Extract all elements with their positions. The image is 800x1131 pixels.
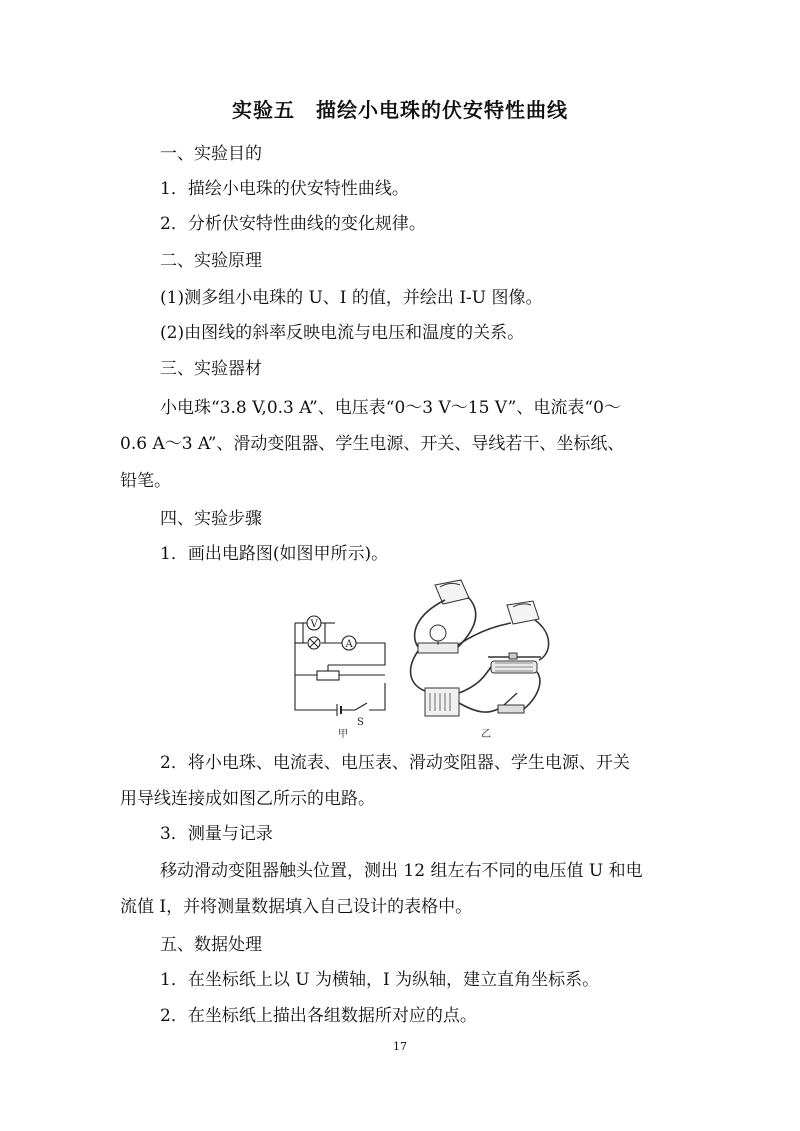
principle-item-2: (2)由图线的斜率反映电流与电压和温度的关系。 xyxy=(160,323,525,343)
ammeter-label: A xyxy=(345,639,353,650)
purpose-item-1: 1．描绘小电珠的伏安特性曲线。 xyxy=(160,179,409,199)
equipment-line-2: 0.6 A～3 A”、滑动变阻器、学生电源、开关、导线若干、坐标纸、 xyxy=(120,434,625,454)
step-3-line-2: 流值 I，并将测量数据填入自己设计的表格中。 xyxy=(120,897,473,917)
equipment-line-1: 小电珠“3.8 V,0.3 A”、电压表“0～3 V～15 V”、电流表“0～ xyxy=(160,398,621,418)
step-3-heading: 3．测量与记录 xyxy=(160,824,273,844)
data-item-1: 1．在坐标纸上以 U 为横轴，I 为纵轴，建立直角坐标系。 xyxy=(160,970,600,990)
purpose-item-2: 2．分析伏安特性曲线的变化规律。 xyxy=(160,214,426,234)
data-item-2: 2．在坐标纸上描出各组数据所对应的点。 xyxy=(160,1006,477,1026)
section-heading-principle: 二、实验原理 xyxy=(160,251,262,271)
principle-item-1: (1)测多组小电珠的 U、I 的值，并绘出 I-U 图像。 xyxy=(160,288,543,308)
step-1: 1．画出电路图(如图甲所示)。 xyxy=(160,544,389,564)
page-title: 实验五 描绘小电珠的伏安特性曲线 xyxy=(232,98,568,122)
step-3-line-1: 移动滑动变阻器触头位置，测出 12 组左右不同的电压值 U 和电 xyxy=(160,861,643,881)
step-2-line-2: 用导线连接成如图乙所示的电路。 xyxy=(120,789,375,809)
section-heading-steps: 四、实验步骤 xyxy=(160,509,262,529)
page-number: 17 xyxy=(393,1040,407,1053)
section-heading-equipment: 三、实验器材 xyxy=(160,359,262,379)
switch-label: S xyxy=(357,717,364,728)
caption-yi: 乙 xyxy=(481,729,491,740)
section-heading-data: 五、数据处理 xyxy=(160,935,262,955)
circuit-figure xyxy=(285,575,560,740)
voltmeter-label: V xyxy=(310,619,318,630)
step-2-line-1: 2．将小电珠、电流表、电压表、滑动变阻器、学生电源、开关 xyxy=(160,753,630,773)
caption-jia: 甲 xyxy=(338,729,348,740)
circuit-diagram-jia xyxy=(295,623,385,716)
section-heading-purpose: 一、实验目的 xyxy=(160,144,262,164)
equipment-line-3: 铅笔。 xyxy=(120,471,171,491)
circuit-figure-svg xyxy=(285,575,560,740)
lamp-symbol xyxy=(308,637,320,649)
apparatus-picture-yi xyxy=(411,580,549,716)
